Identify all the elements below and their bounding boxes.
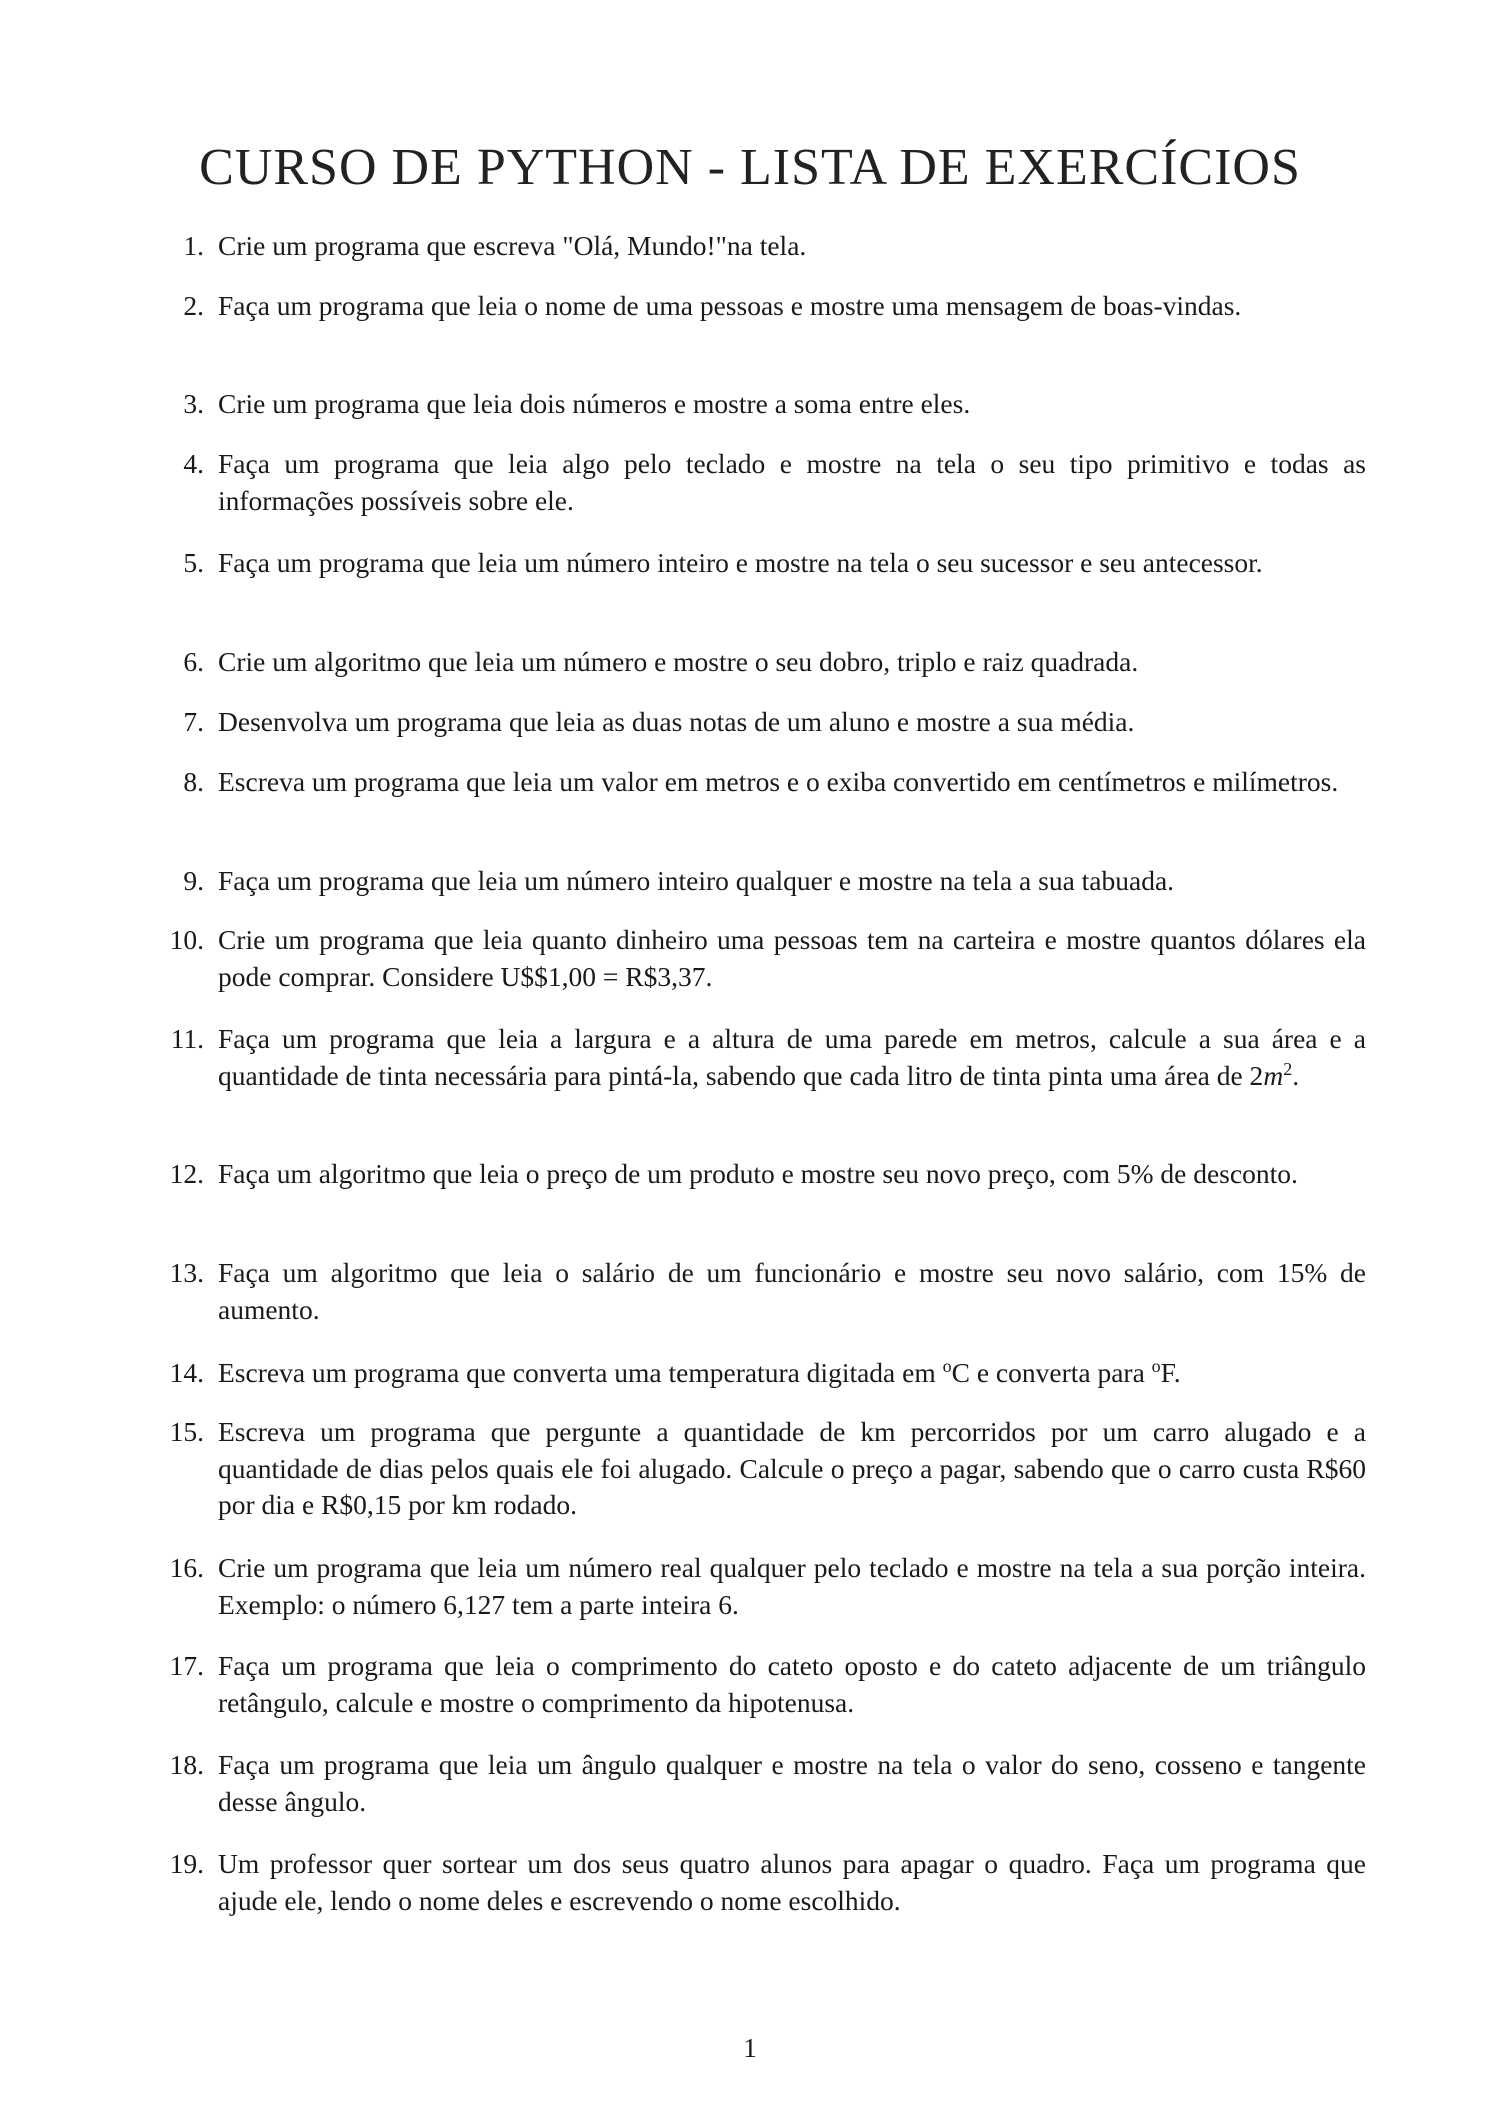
math-variable: m [1263, 1059, 1284, 1091]
exercise-text: Faça um programa que leia algo pelo teclado e mostre na tela o seu tipo primitivo e todas as informações possíveis sobre ele. [218, 448, 1366, 516]
exercise-text: Faça um programa que leia um número inteiro e mostre na tela o seu sucessor e seu antecessor. [218, 547, 1263, 578]
exercise-text: Escreva um programa que leia um valor em metros e o exiba convertido em centímetros e milímetros. [218, 766, 1339, 797]
exercise-number: 1. [183, 230, 204, 261]
exercise-number: 4. [183, 448, 204, 479]
exercise-number: 8. [183, 766, 204, 797]
exercise-text-main: Faça um programa que leia a largura e a altura de uma parede em metros, calcule a sua área e a quantidade de tinta necessária para pintá-la, sabendo que cada litro de tinta pinta uma área de 2 [218, 1023, 1366, 1091]
exercise-text: Faça um programa que leia o nome de uma pessoas e mostre uma mensagem de boas-vindas. [218, 290, 1242, 321]
exercise-text-part: F. [1160, 1357, 1181, 1388]
exercise-text: Faça um programa que leia um ângulo qualquer e mostre na tela o valor do seno, cosseno e tangente desse ângulo. [218, 1749, 1366, 1817]
exercise-text: Crie um programa que escreva "Olá, Mundo!"na tela. [218, 230, 807, 261]
exercise-text: Escreva um programa que pergunte a quantidade de km percorridos por um carro alugado e a quantidade de dias pelos quais ele foi alugado. Calcule o preço a pagar, sabendo que o carro custa R$60 por dia e R$0,15 por km rodado. [218, 1416, 1366, 1520]
exercise-number: 19. [169, 1848, 204, 1879]
exercise-text: Crie um algoritmo que leia um número e mostre o seu dobro, triplo e raiz quadrada. [218, 646, 1139, 677]
exercise-text: Crie um programa que leia quanto dinheiro uma pessoas tem na carteira e mostre quantos dólares ela pode comprar. Considere U$$1,00 = R$3,37. [218, 924, 1366, 992]
degree-superscript: o [942, 1355, 952, 1376]
exercise-text: Crie um programa que leia um número real qualquer pelo teclado e mostre na tela a sua porção inteira. Exemplo: o número 6,127 tem a parte inteira 6. [218, 1552, 1366, 1620]
exercise-number: 9. [183, 865, 204, 896]
page-number: 1 [743, 2032, 757, 2063]
exercise-number: 3. [183, 388, 204, 419]
exercise-number: 12. [169, 1158, 204, 1189]
exercise-text-part: Escreva um programa que converta uma temperatura digitada em [218, 1357, 943, 1388]
document-title: CURSO DE PYTHON - LISTA DE EXERCÍCIOS [199, 139, 1301, 196]
exercise-number: 2. [183, 290, 204, 321]
exercise-text: Desenvolva um programa que leia as duas notas de um aluno e mostre a sua média. [218, 706, 1135, 737]
exercise-text: Um professor quer sortear um dos seus quatro alunos para apagar o quadro. Faça um programa que ajude ele, lendo o nome deles e escrevendo o nome escolhido. [218, 1848, 1366, 1916]
exercise-number: 15. [169, 1416, 204, 1447]
exercise-text-part: C e converta para [951, 1357, 1152, 1388]
exercise-text: Faça um algoritmo que leia o salário de um funcionário e mostre seu novo salário, com 15% de aumento. [218, 1257, 1366, 1325]
exercise-text-end: . [1292, 1059, 1300, 1091]
exercise-number: 5. [183, 547, 204, 578]
exercise-text [218, 1355, 1366, 1392]
exercise-number: 10. [169, 924, 204, 955]
exercise-number: 11. [170, 1023, 204, 1054]
degree-superscript: o [1151, 1355, 1161, 1376]
exercise-text: Faça um algoritmo que leia o preço de um produto e mostre seu novo preço, com 5% de desconto. [218, 1158, 1298, 1189]
math-superscript: 2 [1283, 1058, 1293, 1079]
exercise-number: 18. [169, 1749, 204, 1780]
exercise-number: 7. [183, 706, 204, 737]
exercise-text: Faça um programa que leia o comprimento do cateto oposto e do cateto adjacente de um triângulo retângulo, calcule e mostre o comprimento da hipotenusa. [218, 1650, 1366, 1718]
exercise-number: 13. [169, 1257, 204, 1288]
exercise-text: Crie um programa que leia dois números e mostre a soma entre eles. [218, 388, 971, 419]
exercise-number: 14. [169, 1357, 204, 1388]
exercise-number: 6. [183, 646, 204, 677]
exercise-number: 16. [169, 1552, 204, 1583]
exercise-number: 17. [169, 1650, 204, 1681]
exercise-text: Faça um programa que leia um número inteiro qualquer e mostre na tela a sua tabuada. [218, 865, 1175, 896]
exercise-text [218, 1021, 1366, 1094]
